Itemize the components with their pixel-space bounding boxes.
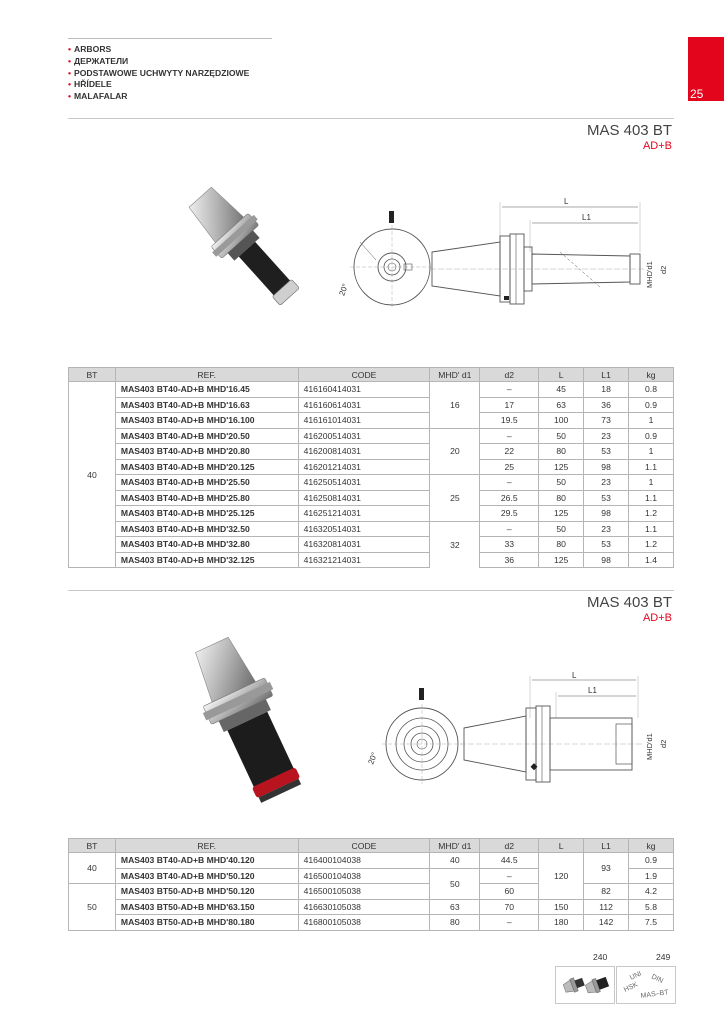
angle-label: 20°: [366, 751, 380, 766]
mhd-cell: 32: [430, 521, 480, 568]
mhd-cell: 16: [430, 382, 480, 429]
category-item[interactable]: • ARBORS: [68, 44, 112, 54]
category-list: [68, 44, 249, 103]
table-row: MAS403 BT50-AD+B MHD'80.180 416800105038 80 – 180 142 7.5: [69, 915, 674, 931]
col-code: CODE: [298, 368, 430, 382]
dimension-L: L: [564, 197, 569, 206]
table-row: 40 MAS403 BT40-AD+B MHD'16.45 416160414031 16 – 45 18 0.8: [69, 382, 674, 398]
col-l: L: [539, 368, 584, 382]
col-kg: kg: [629, 839, 674, 853]
section-subtitle: AD+B: [642, 140, 672, 152]
col-bt: BT: [69, 839, 116, 853]
section-divider: [68, 118, 674, 119]
bt-cell: 50: [69, 884, 116, 931]
product-photo-tool-holder: [170, 632, 330, 812]
table-row: MAS403 BT40-AD+B MHD'32.125 416321214031 36 125 98 1.4: [69, 552, 674, 568]
table-row: MAS403 BT40-AD+B MHD'20.80 416200814031 22 80 53 1: [69, 444, 674, 460]
angle-label: 20°: [337, 282, 350, 297]
dimension-L1: L1: [582, 213, 591, 222]
bt-cell: 40: [69, 382, 116, 568]
section-title: MAS 403 BT: [586, 122, 672, 139]
col-ref: REF.: [115, 839, 298, 853]
svg-text:DIN: DIN: [650, 973, 665, 985]
svg-text:MAS–BT: MAS–BT: [640, 989, 670, 1000]
page-number: 25: [690, 87, 704, 101]
col-mhd: MHD' d1: [430, 839, 480, 853]
dimension-L1: L1: [588, 686, 597, 695]
mhd-cell: 50: [430, 868, 480, 899]
table-row: MAS403 BT40-AD+B MHD'25.80 416250814031 26.5 80 53 1.1: [69, 490, 674, 506]
svg-text:HSK: HSK: [622, 981, 639, 994]
mhd-cell: 25: [430, 475, 480, 522]
product-photo-tool-holder: [170, 172, 320, 322]
related-product-thumbnail[interactable]: [555, 966, 615, 1004]
adapter-type-badge[interactable]: [616, 966, 676, 1004]
table-row: MAS403 BT40-AD+B MHD'16.100 416161014031 19.5 100 73 1: [69, 413, 674, 429]
table-row: 50 MAS403 BT50-AD+B MHD'50.120 416500105038 60 82 4.2: [69, 884, 674, 900]
top-rule: [68, 38, 272, 39]
table-row: 40 MAS403 BT40-AD+B MHD'40.120 416400104038 40 44.5 120 93 0.9: [69, 853, 674, 869]
dimension-d2: d2: [659, 739, 668, 748]
dimension-d1: MHD'd1: [645, 261, 654, 288]
category-item[interactable]: • PODSTAWOWE UCHWYTY NARZĘDZIOWE: [68, 67, 250, 78]
table-row: MAS403 BT40-AD+B MHD'32.80 416320814031 33 80 53 1.2: [69, 537, 674, 553]
l1-cell: 93: [584, 853, 629, 884]
table-row: MAS403 BT40-AD+B MHD'32.50 416320514031 32 – 50 23 1.1: [69, 521, 674, 537]
spec-table-2: [68, 838, 674, 931]
table-row: MAS403 BT40-AD+B MHD'25.50 416250514031 25 – 50 23 1: [69, 475, 674, 491]
technical-drawing: [360, 668, 674, 788]
table-row: MAS403 BT40-AD+B MHD'16.63 416160614031 17 63 36 0.9: [69, 397, 674, 413]
col-l1: L1: [584, 368, 629, 382]
svg-text:UNI: UNI: [628, 970, 643, 982]
table-header-row: [69, 368, 674, 382]
col-code: CODE: [298, 839, 430, 853]
spec-table-1: [68, 367, 674, 568]
dimension-L: L: [572, 671, 577, 680]
page-ref-right[interactable]: 249: [656, 952, 671, 962]
dimension-d2: d2: [659, 265, 668, 274]
section-subtitle: AD+B: [642, 612, 672, 624]
dimension-d1: MHD'd1: [645, 733, 654, 760]
section-divider: [68, 590, 674, 591]
category-item[interactable]: • MALAFALAR: [68, 91, 128, 102]
col-bt: BT: [69, 368, 116, 382]
col-kg: kg: [629, 368, 674, 382]
mhd-cell: 20: [430, 428, 480, 475]
table-row: MAS403 BT40-AD+B MHD'50.120 416500104038 50 – 1.9: [69, 868, 674, 884]
table-header-row: [69, 839, 674, 853]
table-row: MAS403 BT40-AD+B MHD'20.125 416201214031 25 125 98 1.1: [69, 459, 674, 475]
section-title: MAS 403 BT: [586, 594, 672, 611]
table-row: MAS403 BT50-AD+B MHD'63.150 416630105038 63 70 150 112 5.8: [69, 899, 674, 915]
page-ref-left[interactable]: 240: [593, 952, 608, 962]
technical-drawing: [330, 192, 674, 322]
col-mhd: MHD' d1: [430, 368, 480, 382]
col-l: L: [539, 839, 584, 853]
category-item[interactable]: • HŘÍDELE: [68, 79, 112, 90]
tool-holders-icon: [556, 967, 614, 1003]
bt-cell: 40: [69, 853, 116, 884]
col-ref: REF.: [115, 368, 298, 382]
col-d2: d2: [480, 839, 539, 853]
col-d2: d2: [480, 368, 539, 382]
col-l1: L1: [584, 839, 629, 853]
adapter-types-icon: [617, 967, 675, 1003]
table-row: MAS403 BT40-AD+B MHD'20.50 416200514031 20 – 50 23 0.9: [69, 428, 674, 444]
category-item[interactable]: • ДЕРЖАТЕЛИ: [68, 55, 129, 66]
table-row: MAS403 BT40-AD+B MHD'25.125 416251214031 29.5 125 98 1.2: [69, 506, 674, 522]
length-cell: 120: [539, 853, 584, 900]
